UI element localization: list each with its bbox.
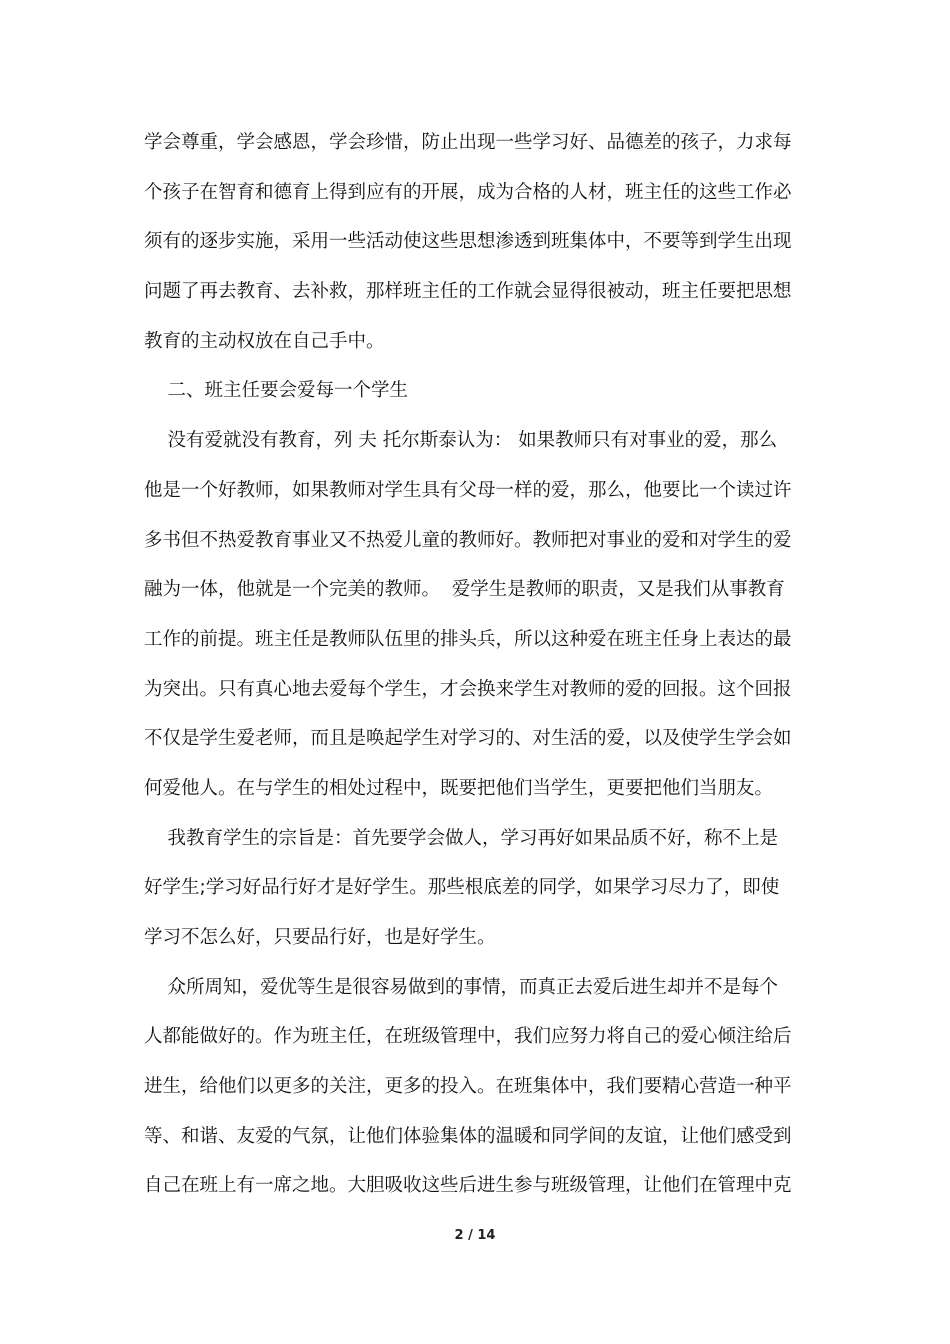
text-line: 工作的前提。班主任是教师队伍里的排头兵，所以这种爱在班主任身上表达的最 [144, 628, 792, 650]
text-line: 他是一个好教师，如果教师对学生具有父母一样的爱，那么，他要比一个读过许 [144, 479, 792, 501]
text-line: 为突出。只有真心地去爱每个学生，才会换来学生对教师的爱的回报。这个回报 [144, 678, 792, 700]
text-line: 人都能做好的。作为班主任，在班级管理中，我们应努力将自己的爱心倾注给后 [144, 1026, 792, 1048]
text-line: 多书但不热爱教育事业又不热爱儿童的教师好。教师把对事业的爱和对学生的爱 [144, 529, 792, 551]
text-line: 自己在班上有一席之地。大胆吸收这些后进生参与班级管理，让他们在管理中克 [144, 1175, 792, 1197]
text-line: 个孩子在智育和德育上得到应有的开展，成为合格的人材，班主任的这些工作必 [144, 181, 792, 203]
text-line: 我教育学生的宗旨是：首先要学会做人，学习再好如果品质不好，称不上是 [144, 827, 779, 849]
text-line: 须有的逐步实施，采用一些活动使这些思想渗透到班集体中，不要等到学生出现 [144, 231, 792, 253]
text-line: 学会尊重，学会感恩，学会珍惜，防止出现一些学习好、品德差的孩子，力求每 [144, 132, 792, 153]
text-line: 不仅是学生爱老师，而且是唤起学生对学习的、对生活的爱，以及使学生学会如 [144, 728, 792, 750]
text-line: 问题了再去教育、去补救，那样班主任的工作就会显得很被动，班主任要把思想 [144, 281, 792, 303]
text-line: 好学生;学习好品行好才是好学生。那些根底差的同学，如果学习尽力了，即使 [144, 877, 780, 899]
page-number: 2 / 14 [454, 1228, 496, 1243]
body-text [144, 118, 808, 1211]
text-line: 众所周知，爱优等生是很容易做到的事情，而真正去爱后进生却并不是每个 [144, 976, 779, 998]
text-line: 进生，给他们以更多的关注，更多的投入。在班集体中，我们要精心营造一种平 [144, 1076, 792, 1098]
text-line: 学习不怎么好，只要品行好，也是好学生。 [144, 927, 496, 948]
text-line: 融为一体，他就是一个完美的教师。 爱学生是教师的职责，又是我们从事教育 [144, 579, 785, 601]
text-line: 何爱他人。在与学生的相处过程中，既要把他们当学生，更要把他们当朋友。 [144, 777, 774, 799]
text-line: 教育的主动权放在自己手中。 [144, 330, 385, 352]
section-heading: 二、班主任要会爱每一个学生 [144, 380, 409, 402]
text-line: 等、和谐、友爱的气氛，让他们体验集体的温暖和同学间的友谊，让他们感受到 [144, 1125, 792, 1147]
text-line: 没有爱就没有教育，列 夫 托尔斯泰认为： 如果教师只有对事业的爱，那么 [144, 430, 778, 452]
